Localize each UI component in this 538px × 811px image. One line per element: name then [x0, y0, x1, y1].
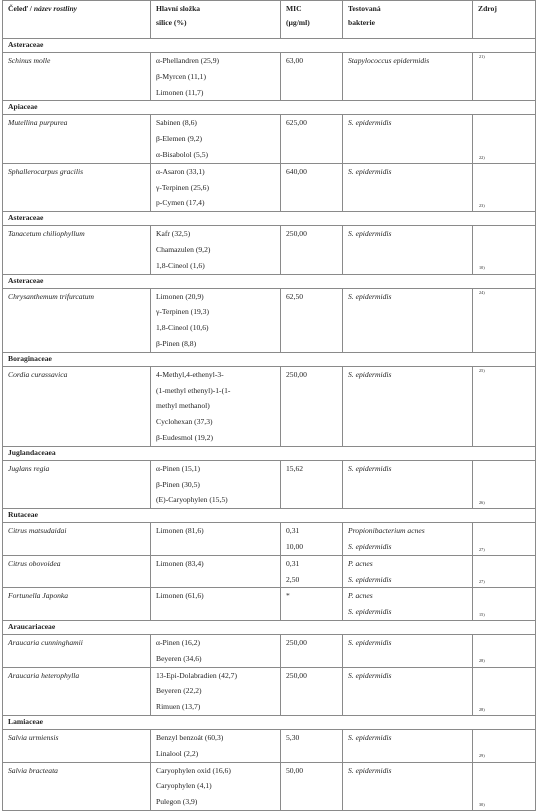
bacteria-item: S. epidermidis: [348, 463, 392, 473]
main-components: [151, 53, 281, 101]
main-components: [151, 288, 281, 352]
source-ref: [473, 163, 536, 211]
plant-name: Araucaria heterophylla: [3, 667, 151, 715]
component-item: β-Myrcen (11,1): [156, 71, 206, 81]
component-item: Cyclohexan (37,3): [156, 417, 213, 427]
source-ref: [473, 555, 536, 588]
component-item: β-Elemen (9,2): [156, 134, 203, 144]
component-item: Limonen (11,7): [156, 87, 204, 97]
reference-number: 30): [479, 801, 485, 807]
mic-value: [281, 366, 343, 446]
family-row: [3, 446, 536, 460]
tested-bacteria: [343, 762, 473, 810]
table-row: [3, 555, 536, 588]
mic-value: [281, 115, 343, 163]
tested-bacteria: [343, 460, 473, 508]
mic-value: [281, 53, 343, 101]
family-row: [3, 39, 536, 53]
table-row: [3, 729, 536, 762]
main-components: [151, 634, 281, 667]
main-components: [151, 163, 281, 211]
table-row: [3, 115, 536, 163]
plant-name: Salvia urmiensis: [3, 729, 151, 762]
source-ref: [473, 460, 536, 508]
component-item: α-Bisabolol (5,5): [156, 149, 209, 159]
main-components: [151, 729, 281, 762]
source-ref: [473, 226, 536, 274]
source-ref: [473, 588, 536, 621]
family-name: Apiaceae: [3, 101, 536, 115]
tested-bacteria: [343, 588, 473, 621]
component-item: α-Phellandren (25,9): [156, 56, 220, 65]
tested-bacteria: [343, 288, 473, 352]
plant-name: Cordia curassavica: [3, 366, 151, 446]
mic-value: [281, 729, 343, 762]
family-name: Lamiaceae: [3, 715, 536, 729]
mic-item: 250,00: [286, 229, 307, 239]
family-row: [3, 212, 536, 226]
source-ref: [473, 762, 536, 810]
component-item: Benzyl benzoát (60,3): [156, 732, 224, 742]
main-components: [151, 555, 281, 588]
bacteria-item: Propionibacterium acnes: [348, 526, 425, 536]
component-item: Limonen (81,6): [156, 526, 204, 536]
reference-number: 22): [479, 154, 485, 160]
table-row: [3, 226, 536, 274]
bacteria-item: S. epidermidis: [348, 118, 392, 128]
family-name: Juglandaceaea: [3, 446, 536, 460]
mic-value: [281, 226, 343, 274]
source-ref: [473, 667, 536, 715]
header-bacteria: Testovaná bakterie: [343, 1, 473, 39]
plant-name: Schinus molle: [3, 53, 151, 101]
component-item: Limonen (20,9): [156, 291, 204, 301]
bacteria-item: P. acnes: [348, 558, 373, 568]
component-item: Limonen (83,4): [156, 558, 204, 568]
tested-bacteria: [343, 667, 473, 715]
family-row: [3, 352, 536, 366]
mic-value: [281, 288, 343, 352]
family-name: Asteraceae: [3, 274, 536, 288]
family-row: [3, 509, 536, 523]
header-component: Hlavní složka silice (%): [151, 1, 281, 39]
component-item: β-Pinen (8,8): [156, 338, 197, 348]
table-row: [3, 667, 536, 715]
reference-number: 26): [479, 499, 485, 505]
plant-name: Chrysanthemum trifurcatum: [3, 288, 151, 352]
table-row: [3, 163, 536, 211]
component-item: 1,8-Cineol (10,6): [156, 323, 209, 333]
component-item: Linalool (2,2): [156, 748, 199, 758]
mic-value: [281, 460, 343, 508]
mic-item: 63,00: [286, 56, 304, 65]
main-components: [151, 115, 281, 163]
component-item: β-Pinen (30,5): [156, 479, 200, 489]
table-row: [3, 588, 536, 621]
source-ref: [473, 366, 536, 446]
reference-number: 28): [479, 706, 485, 712]
component-item: α-Pinen (16,2): [156, 637, 201, 647]
plant-name: Juglans regia: [3, 460, 151, 508]
component-item: γ-Terpinen (19,3): [156, 307, 210, 317]
mic-item: 0,31: [286, 558, 300, 568]
mic-item: 640,00: [286, 166, 307, 176]
table-row: [3, 762, 536, 810]
plant-name: Sphallerocarpus gracilis: [3, 163, 151, 211]
component-item: α-Asaron (33,1): [156, 166, 205, 176]
reference-number: 27): [479, 579, 485, 585]
mic-item: 0,31: [286, 526, 300, 536]
family-name: Asteraceae: [3, 39, 536, 53]
family-name: Asteraceae: [3, 212, 536, 226]
bacteria-item: S. epidermidis: [348, 166, 392, 176]
main-components: [151, 667, 281, 715]
reference-number: 28): [479, 658, 485, 664]
reference-number: 10): [479, 265, 485, 271]
bacteria-item: S. epidermidis: [348, 369, 392, 379]
tested-bacteria: [343, 523, 473, 556]
table-row: [3, 288, 536, 352]
component-item: 4-Methyl,4-ethenyl-3-: [156, 369, 224, 379]
mic-item: 250,00: [286, 670, 307, 680]
component-item: (1-methyl ethenyl)-1-(1-: [156, 385, 231, 395]
table-row: [3, 634, 536, 667]
component-item: γ-Terpinen (25,6): [156, 182, 210, 192]
component-item: Pulegon (3,9): [156, 797, 198, 807]
component-item: (E)-Caryophylen (15,5): [156, 495, 228, 505]
reference-number: 25): [479, 367, 485, 373]
reference-number: 24): [479, 289, 485, 295]
main-components: [151, 460, 281, 508]
bacteria-item: P. acnes: [348, 591, 373, 601]
family-name: Rutaceae: [3, 509, 536, 523]
tested-bacteria: [343, 634, 473, 667]
component-item: α-Pinen (15,1): [156, 463, 201, 473]
mic-value: [281, 163, 343, 211]
mic-item: *: [286, 591, 290, 601]
component-item: β-Eudesmol (19,2): [156, 432, 214, 442]
source-ref: [473, 729, 536, 762]
component-item: Chamazulen (9,2): [156, 244, 211, 254]
mic-value: [281, 555, 343, 588]
family-row: [3, 101, 536, 115]
mic-item: 625,00: [286, 118, 307, 128]
source-ref: [473, 634, 536, 667]
main-components: [151, 523, 281, 556]
reference-number: 29): [479, 753, 485, 759]
reference-number: 21): [479, 54, 485, 59]
mic-item: 250,00: [286, 637, 307, 647]
plant-name: Mutellina purpurea: [3, 115, 151, 163]
plant-name: Salvia bracteata: [3, 762, 151, 810]
mic-item: 250,00: [286, 369, 307, 379]
bacteria-item: S. epidermidis: [348, 670, 392, 680]
mic-value: [281, 634, 343, 667]
source-ref: [473, 288, 536, 352]
component-item: Limonen (61,6): [156, 591, 204, 601]
main-components: [151, 588, 281, 621]
table-row: [3, 523, 536, 556]
header-mic: MIC (µg/ml): [281, 1, 343, 39]
table-row: [3, 460, 536, 508]
bacteria-item: S. epidermidis: [348, 765, 392, 775]
bacteria-item: S. epidermidis: [348, 574, 392, 584]
bacteria-item: S. epidermidis: [348, 732, 392, 742]
family-row: [3, 274, 536, 288]
family-name: Boraginaceae: [3, 352, 536, 366]
bacteria-item: Stapylococcus epidermidis: [348, 56, 430, 65]
main-components: [151, 226, 281, 274]
bacteria-item: S. epidermidis: [348, 607, 392, 617]
family-row: [3, 620, 536, 634]
reference-number: 15): [479, 611, 485, 617]
bacteria-item: S. epidermidis: [348, 541, 392, 551]
tested-bacteria: [343, 729, 473, 762]
component-item: Sabinen (8,6): [156, 118, 197, 128]
bacteria-item: S. epidermidis: [348, 229, 392, 239]
tested-bacteria: [343, 226, 473, 274]
mic-item: 5,30: [286, 732, 300, 742]
reference-number: 27): [479, 546, 485, 552]
essential-oils-table: [2, 0, 536, 811]
header-source: Zdroj: [473, 1, 536, 39]
tested-bacteria: [343, 555, 473, 588]
component-item: Rimuen (13,7): [156, 702, 201, 712]
mic-item: 50,00: [286, 765, 304, 775]
main-components: [151, 762, 281, 810]
tested-bacteria: [343, 53, 473, 101]
plant-name: Citrus matsudaidai: [3, 523, 151, 556]
table-row: [3, 53, 536, 101]
mic-value: [281, 762, 343, 810]
family-name: Araucariaceae: [3, 620, 536, 634]
mic-item: 2,50: [286, 574, 300, 584]
component-item: 13-Epi-Dolabradien (42,7): [156, 670, 237, 680]
mic-value: [281, 667, 343, 715]
plant-name: Citrus obovoidea: [3, 555, 151, 588]
source-ref: [473, 523, 536, 556]
mic-value: [281, 523, 343, 556]
component-item: Kafr (32,5): [156, 229, 191, 239]
component-item: Beyeren (34,6): [156, 653, 202, 663]
component-item: 1,8-Cineol (1,6): [156, 260, 205, 270]
plant-name: Tanacetum chiliophyllum: [3, 226, 151, 274]
source-ref: [473, 53, 536, 101]
table-row: [3, 366, 536, 446]
component-item: Caryophylen oxid (16,6): [156, 765, 231, 775]
tested-bacteria: [343, 366, 473, 446]
bacteria-item: S. epidermidis: [348, 291, 392, 301]
mic-item: 15,62: [286, 463, 304, 473]
main-components: [151, 366, 281, 446]
tested-bacteria: [343, 115, 473, 163]
component-item: Caryophylen (4,1): [156, 781, 212, 791]
table-header-row: [3, 1, 536, 39]
plant-name: Fortunella Japonka: [3, 588, 151, 621]
source-ref: [473, 115, 536, 163]
mic-item: 62,50: [286, 291, 304, 301]
component-item: p-Cymen (17,4): [156, 198, 205, 208]
header-plant: Čeleď / název rostliny: [3, 1, 151, 39]
component-item: methyl methanol): [156, 401, 210, 411]
component-item: Beyeren (22,2): [156, 686, 202, 696]
bacteria-item: S. epidermidis: [348, 637, 392, 647]
reference-number: 23): [479, 202, 485, 208]
tested-bacteria: [343, 163, 473, 211]
plant-name: Araucaria cunninghamii: [3, 634, 151, 667]
mic-value: [281, 588, 343, 621]
mic-item: 10,00: [286, 541, 304, 551]
family-row: [3, 715, 536, 729]
